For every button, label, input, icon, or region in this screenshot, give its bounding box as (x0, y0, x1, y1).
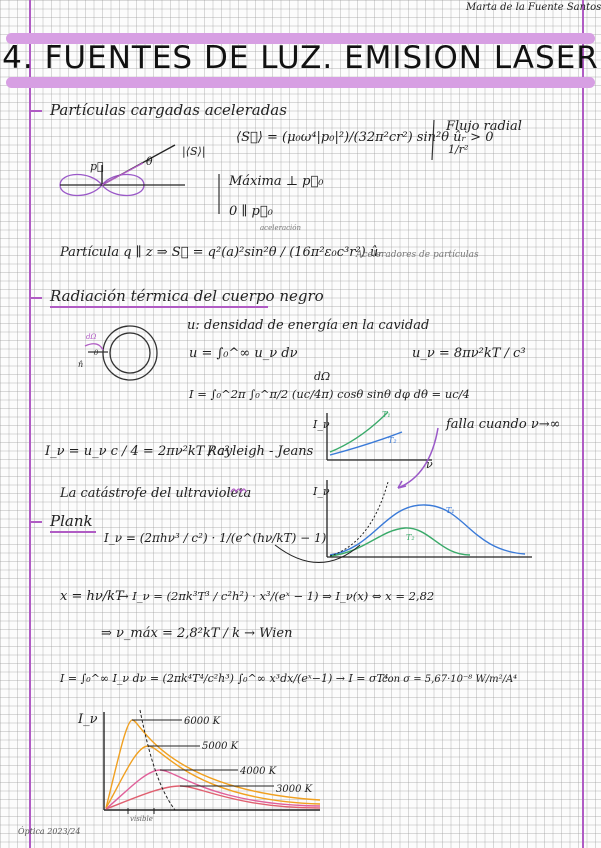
rj-T1-label: T₁ (382, 410, 391, 419)
sigma-constant: con σ = 5,67·10⁻⁸ W/m²/A⁴ (382, 674, 518, 685)
zero-label: 0 ∥ p⃗₀ (229, 204, 273, 219)
planck-formula: I_ν = (2πhν³ / c²) · 1/(e^(hν/kT) − 1) (104, 531, 327, 545)
u-definition: u: densidad de energía en la cavidad (187, 318, 430, 333)
planck-chart-y-label: I_ν (78, 712, 98, 727)
abs-S-label: |⟨S⟩| (182, 145, 206, 158)
n-hat: n̂ (78, 360, 84, 369)
theta-small: θ (94, 349, 99, 357)
d-omega-small: dΩ (86, 333, 97, 341)
author: Marta de la Fuente Santos (466, 2, 601, 13)
rayleigh-jeans-name: Rayleigh - Jeans (207, 444, 314, 459)
planck-family-chart (104, 710, 320, 814)
series-label-5000: 5000 K (202, 741, 239, 752)
rj-y-axis-label: I_ν (313, 418, 330, 431)
flux-radial-label: Flujo radial (446, 119, 522, 134)
aceleradores-note: Aceleradores de partículas (356, 250, 479, 260)
brace (432, 120, 434, 160)
page-title: 4. FUENTES DE LUZ. EMISION LASER (2, 40, 599, 76)
particle-formula: Partícula q ∥ z ⇒ S⃗ = q²(a)²sin²θ / (16π²ε₀c³r²) ûᵣ (60, 245, 383, 260)
series-label-3000: 3000 K (276, 784, 313, 795)
wien-formula: ⇒ ν_máx = 2,8²kT / k → Wien (101, 626, 293, 641)
falla-note: falla cuando ν→∞ (446, 417, 561, 432)
max-label: Máxima ⊥ p⃗₀ (229, 174, 324, 189)
cavity (85, 326, 157, 380)
rj-T2-label: T₂ (388, 436, 397, 445)
planck-T1-label: T₁ (446, 506, 455, 515)
dipole-lobes (60, 145, 185, 196)
section-heading-charged: Partículas cargadas aceleradas (50, 101, 287, 119)
rj-x-axis-label: ν (426, 458, 433, 471)
theta-label: θ (146, 155, 153, 168)
p-vector-label: p⃗ (90, 160, 104, 173)
poynting-formula: ⟨S⃗⟩ = (μ₀ω⁴|p₀|²)/(32π²cr²) sin²θ ûᵣ > 0 (236, 130, 494, 145)
section-heading-planck: Plank (50, 512, 93, 530)
x-definition: x = hν/kT (60, 589, 124, 604)
I-of-x-formula: → I_ν = (2πk³T³ / c²h²) · x³/(eˣ − 1) ⇒ I_ν(x) ⇔ x = 2,82 (119, 589, 435, 603)
planck-y-axis-label: I_ν (313, 485, 330, 498)
u-nu-formula: u_ν = 8πν²kT / c³ (412, 346, 526, 361)
catastrofe-label: La catástrofe del ultravioleta (60, 486, 252, 501)
series-label-6000: 6000 K (184, 716, 221, 727)
rj-chart (231, 412, 438, 492)
planck-T2-label: T₂ (406, 533, 415, 542)
footer: Óptica 2023/24 (18, 827, 81, 836)
accel-note: aceleración (260, 224, 302, 232)
u-integral: u = ∫₀^∞ u_ν dν (189, 346, 298, 361)
d-omega-label: dΩ (314, 370, 331, 383)
stefan-formula: I = ∫₀^∞ I_ν dν = (2πk⁴T⁴/c²h³) ∫₀^∞ x³dx/(eˣ−1) → I = σT⁴ (60, 672, 389, 685)
section-heading-blackbody: Radiación térmica del cuerpo negro (50, 287, 324, 305)
I-integral: I = ∫₀^2π ∫₀^π/2 (uc/4π) cosθ sinθ dφ dθ = uc/4 (189, 387, 470, 401)
planck-chart (275, 480, 532, 563)
visible-band-label: visible (130, 815, 153, 823)
series-label-4000: 4000 K (240, 766, 277, 777)
rayleigh-jeans-formula: I_ν = u_ν c / 4 = 2πν²kT / c² (45, 444, 230, 459)
flux-inverse-label: 1/r² (448, 143, 469, 156)
